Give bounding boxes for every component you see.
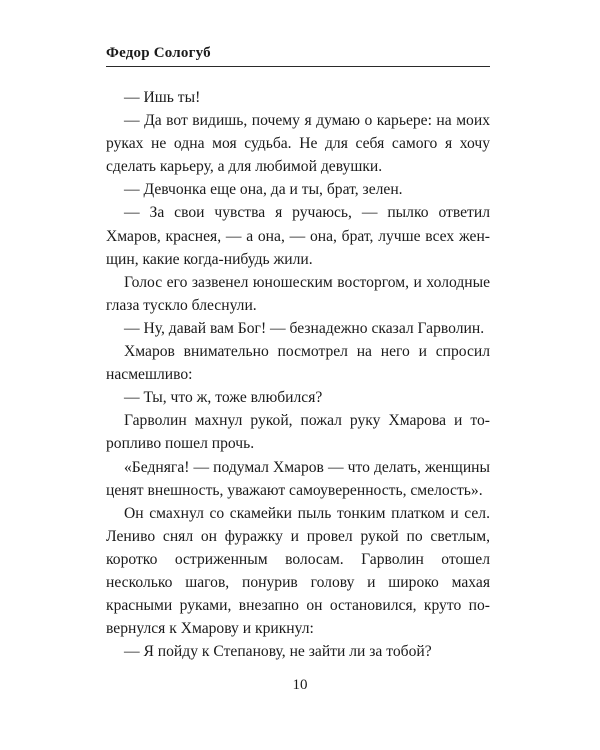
paragraph: — Я пойду к Степанову, не зайти ли за тобой? [124, 643, 432, 661]
paragraph: — Девчонка еще она, да и ты, брат, зелен. [124, 181, 403, 199]
paragraph: — Ты, что ж, тоже влюбился? [124, 389, 323, 407]
running-header [106, 44, 490, 67]
body-text [106, 86, 490, 663]
paragraph: «Бедняга! — подумал Хмаров — что делать, женщины ценят внешность, уважают самоуверенность, смелость». [106, 458, 490, 499]
paragraph: Гарволин махнул рукой, пожал руку Хмарова и торопливо пошел прочь. [106, 412, 490, 453]
page-number: 10 [292, 677, 308, 693]
paragraph: Он смахнул со скамейки пыль тонким платком и сел. Лениво снял он фуражку и провел рукой по светлым, коротко остриженным волосам. Гарволин отошел несколько шагов, понурив голову и широко махая красными руками, внезапно он остановился, круто повернулся к Хмарову и крикнул: [106, 504, 490, 638]
paragraph: Голос его зазвенел юношеским восторгом, и холодные глаза тускло блеснули. [106, 273, 490, 314]
paragraph: — Ну, давай вам Бог! — безнадежно сказал Гарволин. [124, 319, 485, 337]
header-rule [106, 66, 490, 67]
paragraph: — Ишь ты! [124, 89, 201, 106]
paragraph: Хмаров внимательно посмотрел на него и спросил насмешливо: [106, 343, 490, 384]
paragraph: — За свои чувства я ручаюсь, — пылко ответил Хмаров, краснея, — а она, — она, брат, лучше всех женщин, какие когда-нибудь жили. [106, 204, 490, 268]
author-name: Федор Сологуб [106, 45, 211, 61]
paragraph: — Да вот видишь, почему я думаю о карьере: на моих руках не одна моя судьба. Не для себя самого я хочу сделать карьеру, а для любимой девушки. [106, 112, 490, 176]
